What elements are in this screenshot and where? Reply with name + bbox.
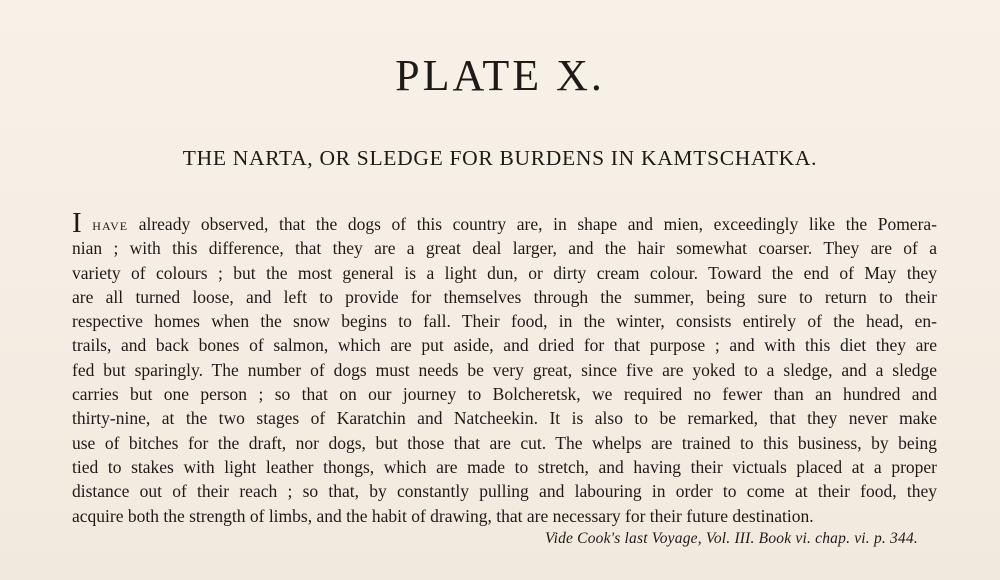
body-line: variety of colours ; but the most general is a light dun, or dirty cream colour. Toward the end of May they (72, 262, 937, 283)
body-paragraph (72, 212, 937, 528)
body-line (72, 212, 937, 236)
plate-title: PLATE X. (395, 51, 605, 100)
drop-cap: I (72, 212, 82, 237)
body-line: fed but sparingly. The number of dogs must needs be very great, since five are yoked to a sledge, and a sledge (72, 359, 937, 380)
body-line-text: already observed, that the dogs of this country are, in shape and mien, exceedingly like the Pomera- (128, 214, 937, 234)
citation: Vide Cook's last Voyage, Vol. III. Book vi. chap. vi. p. 344. (545, 530, 918, 547)
plate-subtitle: THE NARTA, OR SLEDGE FOR BURDENS IN KAMTSCHATKA. (182, 146, 818, 170)
body-line: use of bitches for the draft, nor dogs, but those that are cut. The whelps are trained to this business, by being (72, 432, 937, 453)
body-line: distance out of their reach ; so that, by constantly pulling and labouring in order to come at their food, they (72, 481, 937, 502)
opening-smallcaps: have (92, 214, 129, 234)
body-line: are all turned loose, and left to provide for themselves through the summer, being sure to return to their (72, 286, 937, 307)
body-line: thirty-nine, at the two stages of Karatchin and Natcheekin. It is also to be remarked, that they never make (72, 408, 937, 429)
body-line: acquire both the strength of limbs, and the habit of drawing, that are necessary for their future destination. (72, 505, 814, 526)
body-line: trails, and back bones of salmon, which are put aside, and dried for that purpose ; and with this diet they are (72, 335, 937, 356)
body-line: nian ; with this difference, that they are a great deal larger, and the hair somewhat coarser. They are of a (72, 238, 937, 259)
body-line: carries but one person ; so that on our journey to Bolcheretsk, we required no fewer than an hundred and (72, 384, 937, 405)
body-line: tied to stakes with light leather thongs, which are made to stretch, and having their victuals placed at a proper (72, 456, 937, 477)
body-line: respective homes when the snow begins to fall. Their food, in the winter, consists entirely of the head, en- (72, 311, 937, 332)
